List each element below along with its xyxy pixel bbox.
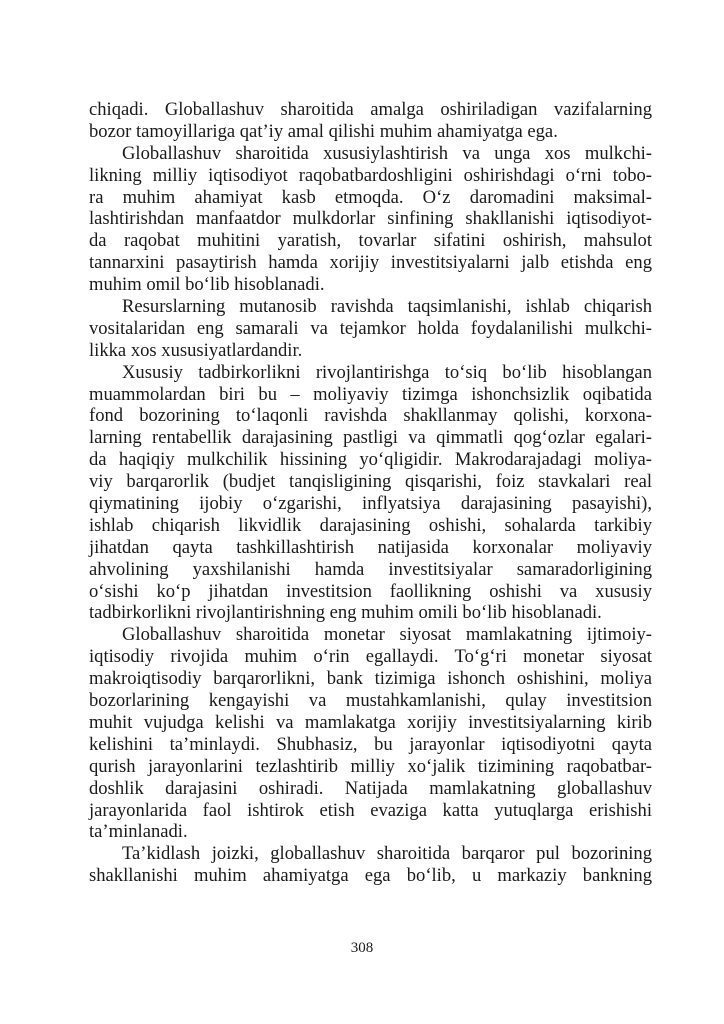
- body-text: [89, 99, 652, 887]
- text-line: o‘sishi ko‘p jihatdan investitsion faollikning oshishi va xususiy: [89, 580, 652, 602]
- text-line: ishlab chiqarish likvidlik darajasining oshishi, sohalarda tarkibiy: [89, 514, 652, 536]
- text-line: da raqobat muhitini yaratish, tovarlar sifatini oshirish, mahsulot: [89, 230, 652, 252]
- paragraph: [89, 843, 652, 887]
- text-line: ahvolining yaxshilanishi hamda investitsiyalar samaradorligining: [89, 558, 652, 580]
- text-line: Globallashuv sharoitida monetar siyosat mamlakatning ijtimoiy-: [122, 624, 652, 646]
- paragraph: [89, 296, 652, 362]
- text-line: muammolardan biri bu – moliyaviy tizimga ishonchsizlik oqibatida: [89, 383, 652, 405]
- text-line: Globallashuv sharoitida xususiylashtirish va unga xos mulkchi-: [122, 142, 652, 164]
- text-line: jihatdan qayta tashkillashtirish natijasida korxonalar moliyaviy: [89, 536, 652, 558]
- text-line: doshlik darajasini oshiradi. Natijada mamlakatning globallashuv: [89, 777, 652, 799]
- text-line: ra muhim ahamiyat kasb etmoqda. O‘z daromadini maksimal-: [89, 186, 652, 208]
- text-line: muhit vujudga kelishi va mamlakatga xorijiy investitsiyalarning kirib: [89, 711, 652, 733]
- text-line: kelishini ta’minlaydi. Shubhasiz, bu jarayonlar iqtisodiyotni qayta: [89, 733, 652, 755]
- text-line: Ta’kidlash joizki, globallashuv sharoitida barqaror pul bozorining: [122, 843, 652, 865]
- text-line: iqtisodiy rivojida muhim o‘rin egallaydi. To‘g‘ri monetar siyosat: [89, 646, 652, 668]
- paragraph: [89, 143, 652, 296]
- text-line: larning rentabellik darajasining pastligi va qimmatli qog‘ozlar egalari-: [89, 427, 652, 449]
- page-number: 308: [350, 940, 374, 956]
- text-line: chiqadi. Globallashuv sharoitida amalga oshiriladigan vazifalarning: [89, 99, 652, 120]
- text-line: lashtirishdan manfaatdor mulkdorlar sinfining shakllanishi iqtisodiyot-: [89, 208, 652, 230]
- text-line: Resurslarning mutanosib ravishda taqsimlanishi, ishlab chiqarish: [122, 296, 652, 318]
- text-line: shakllanishi muhim ahamiyatga ega bo‘lib, u markaziy bankning: [89, 865, 652, 887]
- text-line: likning milliy iqtisodiyot raqobatbardoshligini oshirishdagi o‘rni tobo-: [89, 164, 652, 186]
- text-line: bozor tamoyillariga qat’iy amal qilishi muhim ahamiyatga ega.: [89, 120, 558, 142]
- paragraph: [89, 362, 652, 625]
- text-line: fond bozorining to‘laqonli ravishda shakllanmay qolishi, korxona-: [89, 405, 652, 427]
- text-line: muhim omil bo‘lib hisoblanadi.: [89, 274, 325, 296]
- text-line: jarayonlarida faol ishtirok etish evaziga katta yutuqlarga erishishi: [89, 799, 652, 821]
- text-line: ta’minlanadi.: [89, 821, 188, 843]
- paragraph: [89, 99, 652, 143]
- text-line: likka xos xususiyatlardandir.: [89, 339, 303, 361]
- text-line: qurish jarayonlarini tezlashtirib milliy xo‘jalik tizimining raqobatbar-: [89, 755, 652, 777]
- text-line: bozorlarining kengayishi va mustahkamlanishi, qulay investitsion: [89, 690, 652, 712]
- text-line: da haqiqiy mulkchilik hissining yo‘qligidir. Makrodarajadagi moliya-: [89, 449, 652, 471]
- text-line: Xususiy tadbirkorlikni rivojlantirishga to‘siq bo‘lib hisoblangan: [122, 361, 652, 383]
- text-line: tannarxini pasaytirish hamda xorijiy investitsiyalarni jalb etishda eng: [89, 252, 652, 274]
- text-line: tadbirkorlikni rivojlantirishning eng muhim omili bo‘lib hisoblanadi.: [89, 602, 602, 624]
- text-line: qiymatining ijobiy o‘zgarishi, inflyatsiya darajasining pasayishi),: [89, 493, 652, 515]
- text-line: vositalaridan eng samarali va tejamkor holda foydalanilishi mulkchi-: [89, 317, 652, 339]
- paragraph: [89, 624, 652, 843]
- text-line: makroiqtisodiy barqarorlikni, bank tizimiga ishonch oshishini, moliya: [89, 668, 652, 690]
- text-line: viy barqarorlik (budjet tanqisligining qisqarishi, foiz stavkalari real: [89, 471, 652, 493]
